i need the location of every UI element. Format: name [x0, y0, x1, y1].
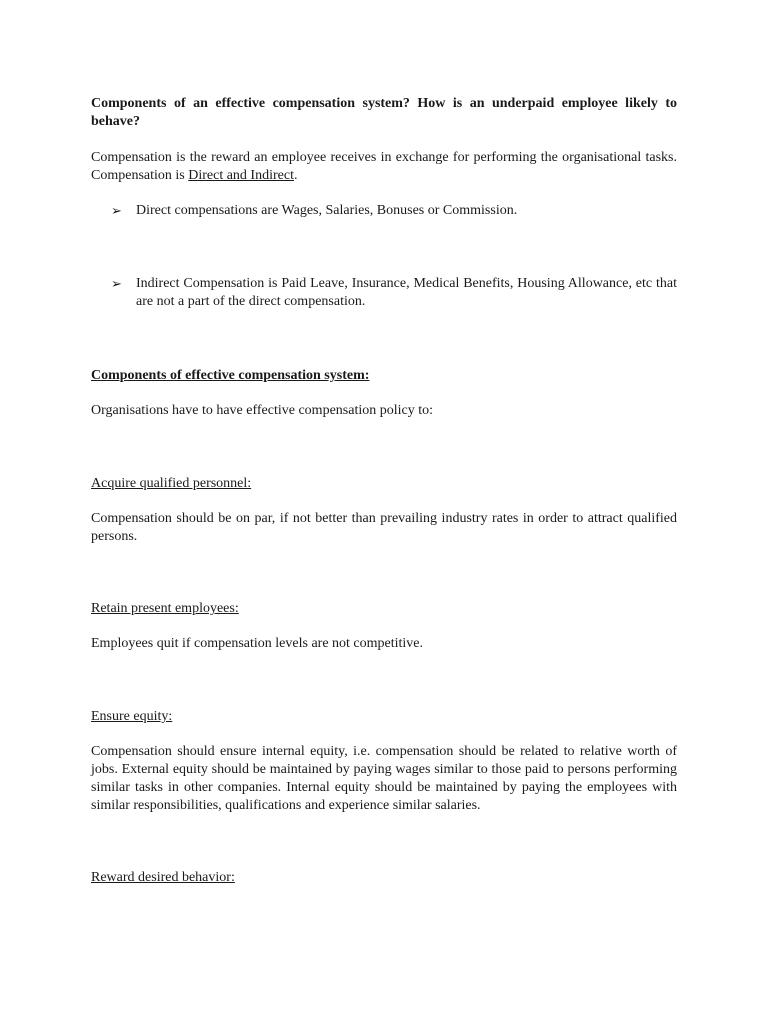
intro-text: Compensation is the reward an employee receives in exchange for performing the organisational tasks. Compensation is — [91, 150, 677, 183]
document-title: Components of an effective compensation system? How is an underpaid employee likely to behave? — [91, 96, 677, 129]
intro-paragraph — [91, 149, 677, 185]
intro-period: . — [293, 168, 298, 183]
item-heading: Reward desired behavior: — [91, 870, 235, 885]
bullet-item: Indirect Compensation is Paid Leave, Insurance, Medical Benefits, Housing Allowance, etc that are not a part of the direct compensation. — [136, 276, 677, 309]
direct-indirect-term: Direct and Indirect — [188, 168, 294, 183]
section-heading: Components of effective compensation system: — [91, 368, 370, 383]
item-body: Compensation should be on par, if not better than prevailing industry rates in order to attract qualified persons. — [91, 511, 677, 544]
item-body: Employees quit if compensation levels are not competitive. — [91, 636, 424, 651]
arrow-bullet-icon: ➢ — [111, 276, 122, 291]
item-heading: Retain present employees: — [91, 601, 239, 616]
bullet-item: Direct compensations are Wages, Salaries, Bonuses or Commission. — [136, 203, 518, 218]
item-heading: Acquire qualified personnel: — [91, 476, 252, 491]
arrow-bullet-icon: ➢ — [111, 203, 122, 218]
item-heading: Ensure equity: — [91, 709, 173, 724]
section-intro: Organisations have to have effective compensation policy to: — [91, 403, 433, 418]
item-body: Compensation should ensure internal equity, i.e. compensation should be related to relative worth of jobs. External equity should be maintained by paying wages similar to those paid to persons performing similar tasks in other companies. Internal equity should be maintained by paying the employees with similar responsibilities, qualifications and experience similar salaries. — [91, 744, 677, 813]
